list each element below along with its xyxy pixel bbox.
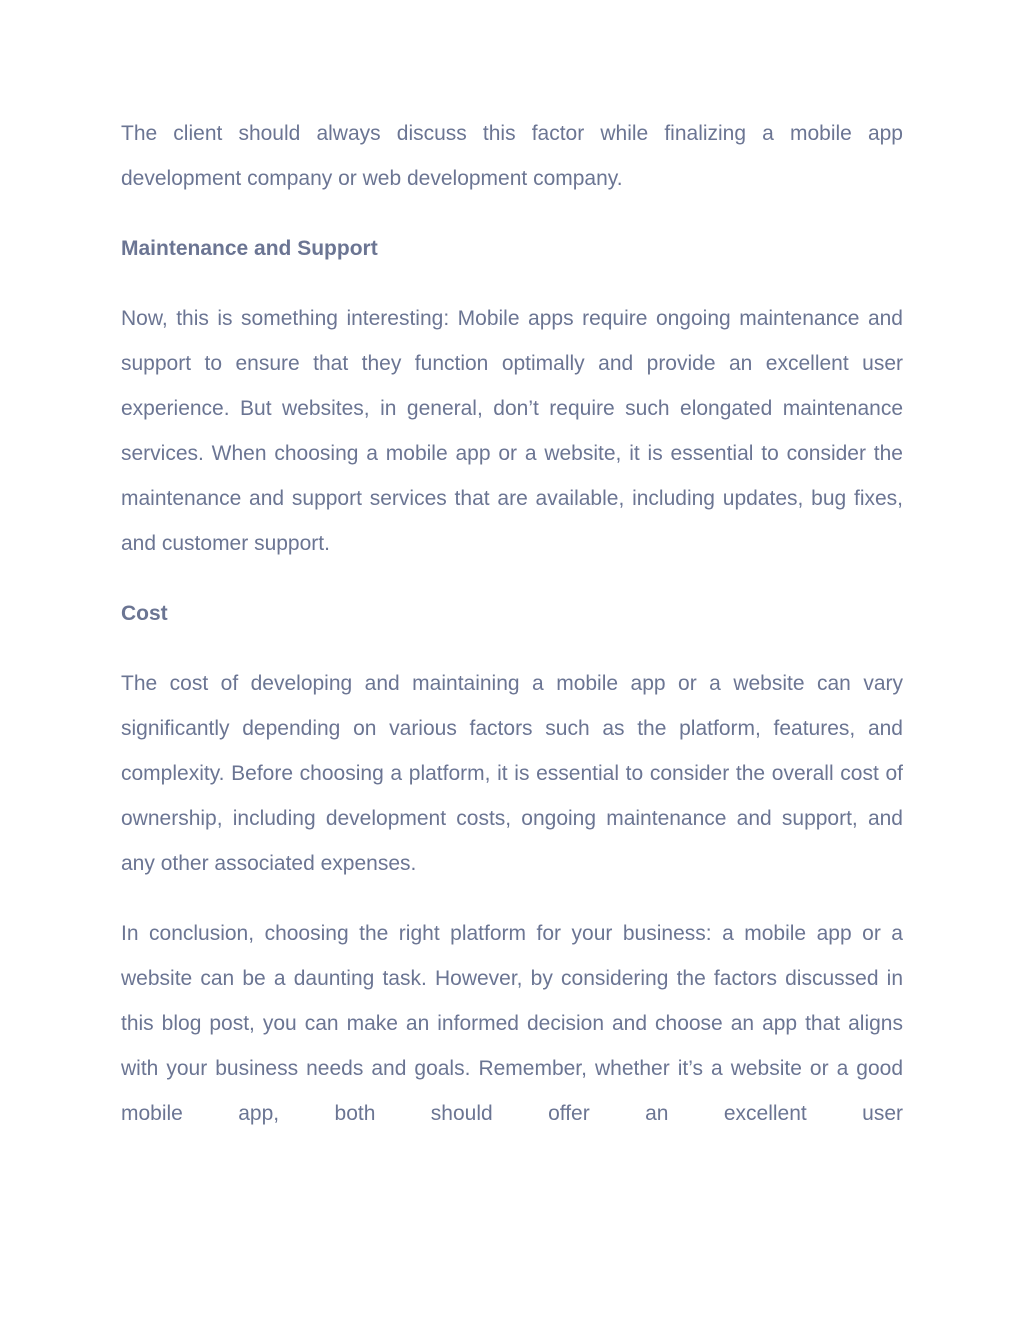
document-page [121,111,903,1136]
cost-paragraph: The cost of developing and maintaining a mobile app or a website can vary significantly depending on various factors such as the platform, features, and complexity. Before choosing a platform, it is essential to consider the overall cost of ownership, including development costs, ongoing maintenance and support, and any other associated expenses. [121,672,903,875]
conclusion-paragraph: In conclusion, choosing the right platform for your business: a mobile app or a website can be a daunting task. However, by considering the factors discussed in this blog post, you can make an informed decision and choose an app that aligns with your business needs and goals. Remember, whether it’s a website or a good mobile app, both should offer an excellent user [121,922,903,1125]
maintenance-paragraph: Now, this is something interesting: Mobile apps require ongoing maintenance and support to ensure that they function optimally and provide an excellent user experience. But websites, in general, don’t require such elongated maintenance services. When choosing a mobile app or a website, it is essential to consider the maintenance and support services that are available, including updates, bug fixes, and customer support. [121,307,903,555]
intro-paragraph: The client should always discuss this factor while finalizing a mobile app development company or web development company. [121,122,903,190]
maintenance-heading: Maintenance and Support [121,237,378,260]
cost-heading: Cost [121,602,168,625]
